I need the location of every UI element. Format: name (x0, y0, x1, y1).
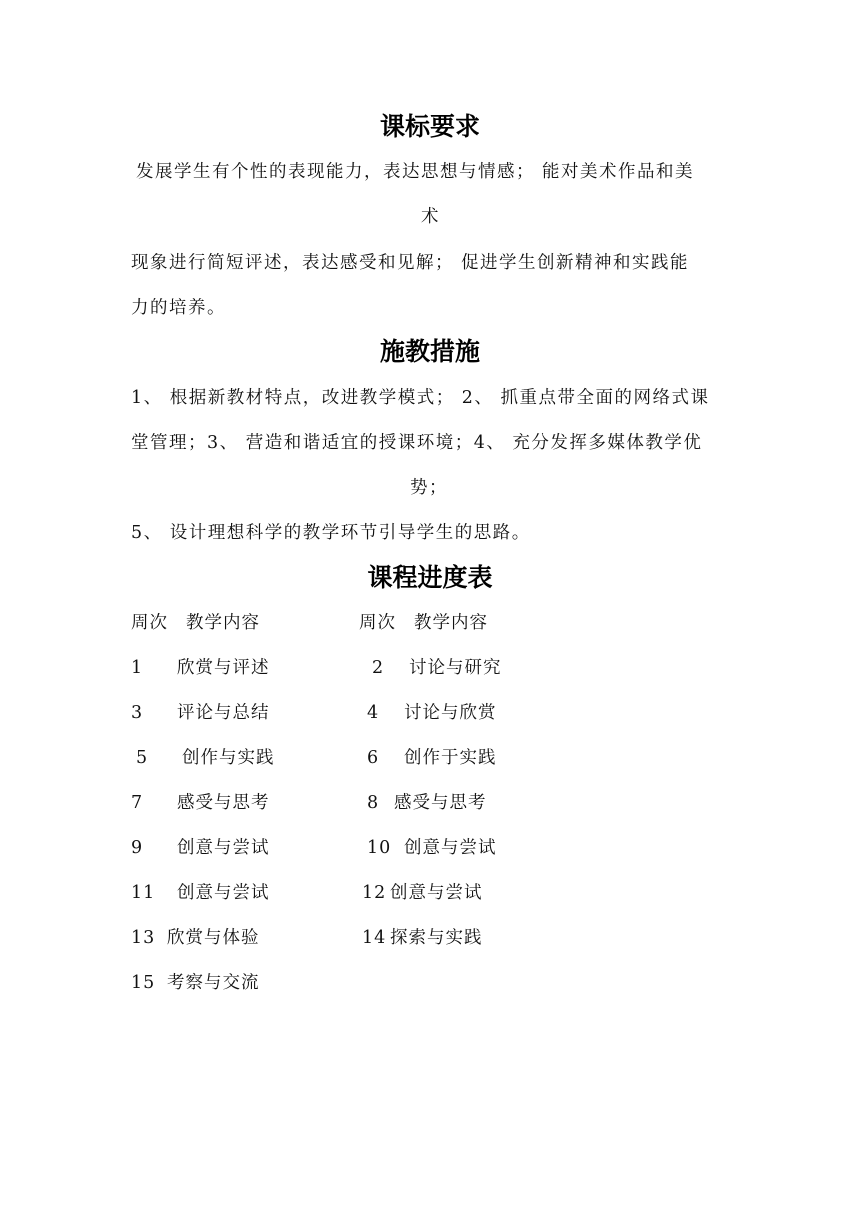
requirements-line-4: 力的培养。 (131, 298, 226, 318)
schedule-right-week: 2 (372, 658, 385, 678)
schedule-right-content: 讨论与欣赏 (404, 703, 497, 723)
schedule-left-content: 感受与思考 (177, 793, 270, 813)
schedule-left-content: 创作与实践 (182, 748, 275, 768)
schedule-right-content: 感受与思考 (394, 793, 487, 813)
measures-line-3: 势； (410, 478, 448, 498)
schedule-header-right-week: 周次 (359, 613, 396, 633)
requirements-line-3: 现象进行简短评述，表达感受和见解； 促进学生创新精神和实践能 (131, 253, 690, 273)
schedule-right-week: 14 (362, 928, 387, 948)
section-title-course-schedule: 课程进度表 (367, 563, 493, 592)
schedule-left-week: 13 (131, 928, 156, 948)
schedule-left-week: 15 (131, 973, 156, 993)
measures-line-2: 堂管理；3、 营造和谐适宜的授课环境；4、 充分发挥多媒体教学优 (131, 433, 703, 453)
schedule-left-week: 3 (131, 703, 144, 723)
schedule-left-content: 创意与尝试 (177, 838, 270, 858)
schedule-right-content: 创作于实践 (404, 748, 497, 768)
schedule-right-week: 10 (367, 838, 392, 858)
schedule-right-content: 创意与尝试 (390, 883, 483, 903)
schedule-left-week: 1 (131, 658, 144, 678)
schedule-left-content: 评论与总结 (177, 703, 270, 723)
schedule-header-left-week: 周次 (131, 613, 168, 633)
schedule-right-week: 6 (367, 748, 380, 768)
schedule-right-content: 讨论与研究 (409, 658, 502, 678)
schedule-header-right-content: 教学内容 (414, 613, 488, 633)
schedule-left-week: 5 (136, 748, 149, 768)
schedule-left-week: 7 (131, 793, 144, 813)
schedule-right-week: 8 (367, 793, 380, 813)
schedule-left-week: 9 (131, 838, 144, 858)
schedule-right-week: 12 (362, 883, 387, 903)
schedule-left-week: 11 (131, 883, 156, 903)
section-title-curriculum-requirements: 课标要求 (379, 112, 480, 141)
measures-line-4: 5、 设计理想科学的教学环节引导学生的思路。 (131, 523, 531, 543)
section-title-teaching-measures: 施教措施 (379, 337, 480, 366)
schedule-left-content: 创意与尝试 (177, 883, 270, 903)
schedule-left-content: 欣赏与体验 (167, 928, 260, 948)
requirements-line-1: 发展学生有个性的表现能力，表达思想与情感； 能对美术作品和美 (136, 162, 695, 182)
schedule-left-content: 考察与交流 (167, 973, 260, 993)
schedule-right-content: 探索与实践 (390, 928, 483, 948)
requirements-line-2: 术 (421, 207, 440, 227)
measures-line-1: 1、 根据新教材特点，改进教学模式； 2、 抓重点带全面的网络式课 (131, 388, 710, 408)
schedule-left-content: 欣赏与评述 (177, 658, 270, 678)
schedule-right-week: 4 (367, 703, 380, 723)
schedule-right-content: 创意与尝试 (404, 838, 497, 858)
schedule-header-left-content: 教学内容 (186, 613, 260, 633)
